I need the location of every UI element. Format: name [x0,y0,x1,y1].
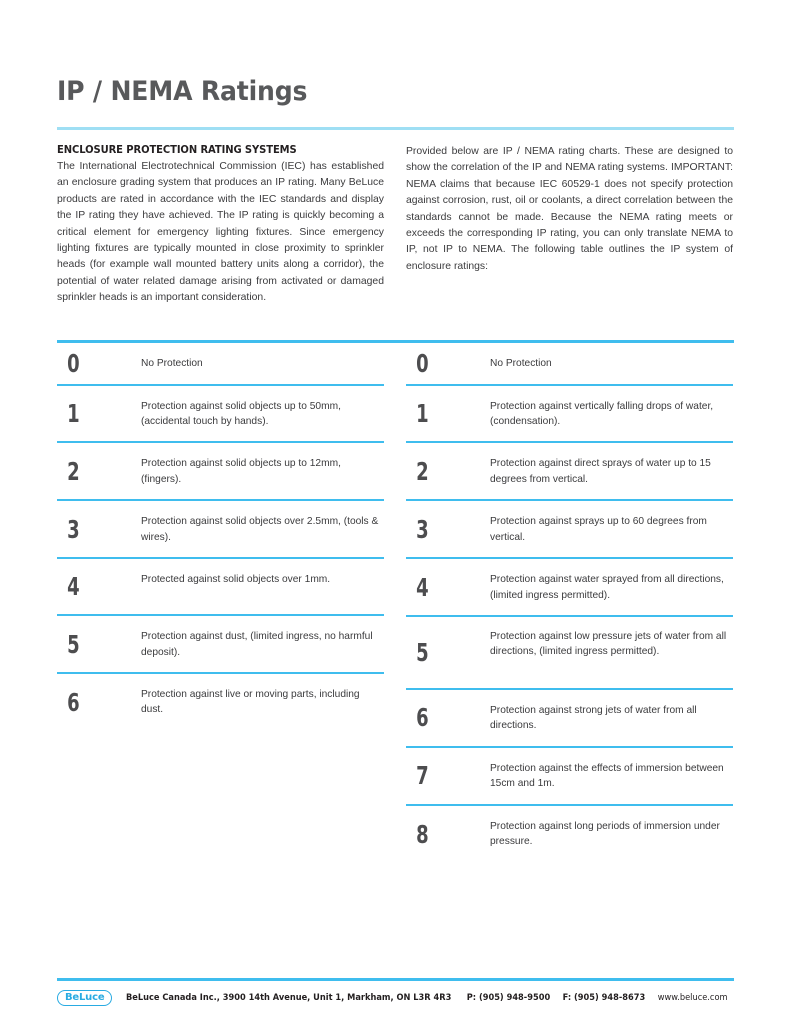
beluce-logo: BeLuce [57,990,112,1006]
rating-digit: 3 [416,514,429,544]
rating-description: Protection against water sprayed from all directions, (limited ingress permitted). [490,574,724,601]
table-row [57,386,384,444]
table-row [57,443,384,501]
first-digit-table [57,343,384,863]
page-footer [57,978,734,1006]
rating-description: Protection against vertically falling drops of water, (condensation). [490,400,714,428]
table-row [406,690,733,748]
footer-website-link[interactable]: www.beluce.com [658,993,728,1003]
table-row [57,674,384,731]
rating-description: Protection against solid objects up to 12mm, (fingers). [141,458,341,485]
table-row [406,806,733,863]
footer-content [57,990,734,1006]
rating-digit: 6 [67,687,80,717]
rating-description: Protection against strong jets of water from all directions. [490,704,697,732]
rating-description: Protection against direct sprays of water up to 15 degrees from vertical. [490,458,711,485]
rating-description: Protection against solid objects up to 50mm, (accidental touch by hands). [141,400,341,428]
table-row [57,501,384,559]
table-row [406,559,733,617]
table-row [406,748,733,806]
intro-left-body: The International Electrotechnical Commission (IEC) has established an enclosure grading system that produces an IP rating. Many BeLuce products are rated in accordance with the IEC standards and display the IP rating they have achieved. The IP rating is quickly becoming a critical element for emergency lighting fixtures. Since emergency lighting fixtures are typically mounted in close proximity to sprinkler heads (for example wall mounted battery units along a corridor), the potential of water related damage arising from activated or damaged sprinkler heads is an important consideration. [57,161,384,304]
table-row [406,617,733,690]
rating-description: Protection against long periods of immersion under pressure. [490,820,720,847]
footer-fax: F: (905) 948-8673 [563,993,646,1003]
title-divider [57,127,734,130]
rating-digit: 8 [416,819,429,849]
rating-digit: 5 [416,637,429,667]
intro-left-column [57,144,384,307]
rating-digit: 6 [416,703,429,733]
rating-digit: 2 [67,456,80,486]
rating-digit: 1 [67,399,80,429]
intro-right-body: Provided below are IP / NEMA rating charts. These are designed to show the correlation of the IP and NEMA rating systems. IMPORTANT: NEMA claims that because IEC 60529-1 does not specify protection against corrosion, rust, oil or coolants, a direct correlation between the standards cannot be made. Because the NEMA rating meets or exceeds the corresponding IP rating, you can only translate NEMA to IP, not IP to NEMA. The following table outlines the IP system of enclosure ratings: [406,146,733,272]
rating-digit: 5 [67,629,80,659]
rating-tables [57,343,734,863]
rating-description: Protection against the effects of immersion between 15cm and 1m. [490,762,724,790]
footer-contact-line [126,993,728,1003]
rating-description: Protected against solid objects over 1mm. [141,574,331,586]
table-row [57,559,384,616]
rating-digit: 0 [416,348,429,378]
rating-digit: 2 [416,456,429,486]
table-row [57,616,384,674]
table-row [57,343,384,386]
table-row [406,343,733,386]
rating-description: No Protection [141,357,203,369]
rating-digit: 4 [416,572,429,602]
rating-description: Protection against low pressure jets of water from all directions, (limited ingress permitted). [490,630,727,658]
rating-description: Protection against dust, (limited ingress, no harmful deposit). [141,631,373,658]
second-digit-table [406,343,733,863]
rating-digit: 7 [416,761,429,791]
rating-description: No Protection [490,357,552,369]
rating-description: Protection against live or moving parts, including dust. [141,688,360,716]
rating-description: Protection against sprays up to 60 degrees from vertical. [490,516,707,543]
page-title: IP / NEMA Ratings [57,76,308,107]
rating-description: Protection against solid objects over 2.5mm, (tools & wires). [141,516,379,543]
intro-section [57,144,734,307]
rating-digit: 4 [67,572,80,602]
table-row [406,386,733,444]
table-row [406,443,733,501]
table-row [406,501,733,559]
intro-right-column [406,144,733,307]
footer-phone: P: (905) 948-9500 [467,993,551,1003]
rating-digit: 3 [67,514,80,544]
rating-digit: 0 [67,348,80,378]
footer-company: BeLuce Canada Inc., 3900 14th Avenue, Unit 1, Markham, ON L3R 4R3 [126,993,452,1003]
rating-digit: 1 [416,399,429,429]
footer-divider [57,978,734,981]
section-heading: ENCLOSURE PROTECTION RATING SYSTEMS [57,144,297,156]
